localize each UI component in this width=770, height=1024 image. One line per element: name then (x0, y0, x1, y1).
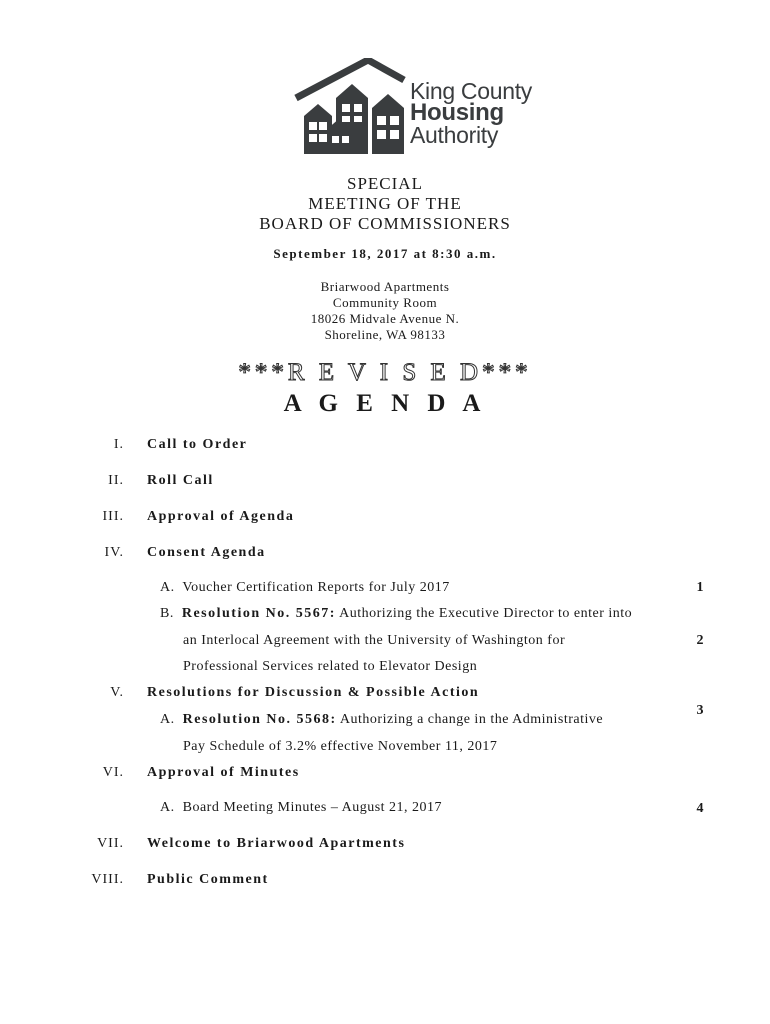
item-number: VII. (97, 836, 124, 851)
subitem-prefix: A. (160, 580, 175, 595)
item-title-approval-of-agenda: Approval of Agenda (147, 509, 295, 524)
resolution-label: Resolution No. 5567: (181, 606, 336, 621)
revised-banner: ***R E V I S E D*** (238, 359, 532, 386)
subitem-continuation: an Interlocal Agreement with the University of Washington for (183, 633, 566, 648)
logo-line-1: King County (410, 78, 532, 104)
address-line-1: Briarwood Apartments (320, 279, 450, 294)
item-title-approval-of-minutes: Approval of Minutes (147, 765, 300, 780)
item-number: I. (113, 437, 124, 452)
subitem-text: Authorizing the Executive Director to enter into (339, 606, 633, 621)
subitem-text: Authorizing a change in the Administrative (339, 712, 604, 727)
subitem-continuation: Professional Services related to Elevator Design (183, 659, 478, 674)
logo-line-3: Authority (410, 122, 499, 148)
item-title-resolutions: Resolutions for Discussion & Possible Action (147, 685, 480, 700)
item-number: VIII. (91, 872, 124, 887)
item-title-welcome: Welcome to Briarwood Apartments (147, 836, 406, 851)
subitem-prefix: B. (160, 606, 174, 621)
subitem-prefix: A. (160, 800, 175, 815)
subitem-resolution-5568 (160, 712, 603, 728)
page-number: 3 (696, 703, 704, 718)
subitem-board-minutes (160, 800, 442, 816)
item-number: VI. (102, 765, 124, 780)
title-line-3: BOARD OF COMMISSIONERS (259, 214, 511, 233)
address-line-2: Community Room (332, 295, 438, 310)
address-line-3: 18026 Midvale Avenue N. (310, 311, 460, 326)
subitem-prefix: A. (160, 712, 175, 727)
houses-icon (292, 58, 412, 158)
item-title-public-comment: Public Comment (147, 872, 269, 887)
item-number: III. (102, 509, 124, 524)
meeting-date: September 18, 2017 at 8:30 a.m. (273, 246, 497, 261)
subitem-text: Board Meeting Minutes – August 21, 2017 (182, 800, 443, 815)
logo-line-2: Housing (410, 99, 504, 126)
item-number: II. (108, 473, 124, 488)
address-line-4: Shoreline, WA 98133 (324, 327, 446, 342)
item-title-roll-call: Roll Call (147, 473, 214, 488)
title-line-2: MEETING OF THE (308, 194, 462, 213)
page-number: 2 (696, 633, 704, 648)
subitem-text: Voucher Certification Reports for July 2017 (182, 580, 450, 595)
resolution-label: Resolution No. 5568: (182, 712, 337, 727)
item-number: V. (110, 685, 124, 700)
item-title-call-to-order: Call to Order (147, 437, 248, 452)
title-line-1: SPECIAL (347, 174, 423, 193)
item-number: IV. (104, 545, 124, 560)
kcha-logo (292, 58, 552, 158)
logo-wordmark (410, 80, 532, 146)
page-number: 1 (696, 580, 704, 595)
item-title-consent-agenda: Consent Agenda (147, 545, 266, 560)
subitem-continuation: Pay Schedule of 3.2% effective November 11, 2017 (183, 739, 498, 754)
agenda-heading: A G E N D A (283, 390, 487, 417)
page-number: 4 (696, 801, 704, 816)
subitem-resolution-5567 (160, 606, 632, 622)
subitem-voucher-reports (160, 580, 450, 596)
